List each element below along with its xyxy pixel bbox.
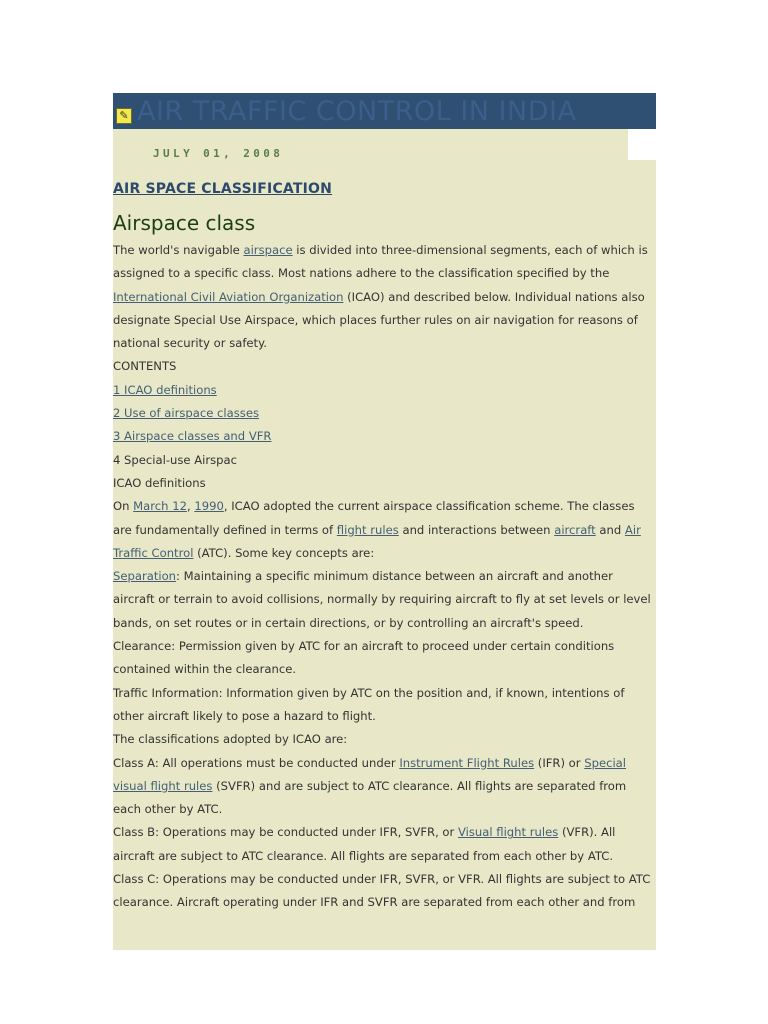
- year-1990-link[interactable]: 1990: [194, 499, 224, 514]
- blog-title[interactable]: AIR TRAFFIC CONTROL IN INDIA: [137, 96, 577, 127]
- separation-link[interactable]: Separation: [113, 569, 177, 584]
- march-12-link[interactable]: March 12: [133, 499, 187, 514]
- visual-flight-rules-link[interactable]: Visual flight rules: [457, 825, 559, 840]
- class-c-paragraph: Class C: Operations may be conducted under IFR, SVFR, or VFR. All flights are subject to ATC clearance. Aircraft operating under IFR and SVFR are separated from each other and from: [113, 872, 651, 910]
- clearance-paragraph: Clearance: Permission given by ATC for an aircraft to proceed under certain conditions contained within the clearance.: [113, 639, 615, 677]
- classifications-paragraph: The classifications adopted by ICAO are:: [113, 732, 348, 747]
- date-strip: [113, 129, 656, 160]
- class-a-paragraph: Class A: All operations must be conducted under Instrument Flight Rules (IFR) or Special visual flight rules (SVFR) and are subject to ATC clearance. All flights are separated from each other by ATC.: [113, 755, 627, 817]
- intro-paragraph: The world's navigable airspace is divided into three-dimensional segments, each of which is assigned to a specific class. Most nations adhere to the classification specified by the International Civil Aviation Organization (ICAO) and described below. Individual nations also designate Special Use Airspace, which places further rules on air navigation for reasons of national security or safety.: [113, 243, 648, 351]
- post-date: JULY 01, 2008: [153, 147, 284, 160]
- aircraft-link[interactable]: aircraft: [554, 522, 596, 537]
- contents-item-special-use: 4 Special-use Airspac: [113, 452, 238, 467]
- airspace-link[interactable]: airspace: [243, 243, 293, 257]
- class-b-paragraph: Class B: Operations may be conducted under IFR, SVFR, or Visual flight rules (VFR). All aircraft are subject to ATC clearance. All flights are separated from each other by ATC.: [113, 825, 616, 863]
- icao-link[interactable]: International Civil Aviation Organization: [113, 289, 344, 304]
- broken-image-icon: ✎: [116, 108, 132, 124]
- blog-header: [113, 93, 656, 129]
- blog-post: [113, 93, 656, 950]
- contents-item-classes-vfr[interactable]: 3 Airspace classes and VFR: [113, 429, 272, 444]
- post-title-link[interactable]: AIR SPACE CLASSIFICATION: [113, 181, 333, 197]
- icao-heading: ICAO definitions: [113, 475, 206, 490]
- air-traffic-control-link[interactable]: Air Traffic Control: [113, 522, 641, 560]
- post-content: [113, 160, 656, 950]
- contents-heading: CONTENTS: [113, 359, 177, 374]
- post-body: [113, 239, 656, 915]
- instrument-flight-rules-link[interactable]: Instrument Flight Rules: [399, 755, 535, 770]
- contents-item-use-of-classes[interactable]: 2 Use of airspace classes: [113, 406, 260, 421]
- section-title: Airspace class: [113, 211, 256, 235]
- separation-paragraph: Separation: Maintaining a specific minimum distance between an aircraft and another aircraft or terrain to avoid collisions, normally by requiring aircraft to fly at set levels or level bands, on set routes or in certain directions, or by controlling an aircraft's speed.: [113, 569, 651, 630]
- icao-paragraph: On March 12, 1990, ICAO adopted the current airspace classification scheme. The classes are fundamentally defined in terms of flight rules and interactions between aircraft and Air Traffic Control (ATC). Some key concepts are:: [113, 499, 641, 560]
- special-visual-flight-rules-link[interactable]: Special visual flight rules: [113, 755, 627, 793]
- contents-item-icao-definitions[interactable]: 1 ICAO definitions: [113, 382, 217, 397]
- flight-rules-link[interactable]: flight rules: [336, 522, 399, 537]
- traffic-paragraph: Traffic Information: Information given by ATC on the position and, if known, intentions of other aircraft likely to pose a hazard to flight.: [113, 685, 625, 723]
